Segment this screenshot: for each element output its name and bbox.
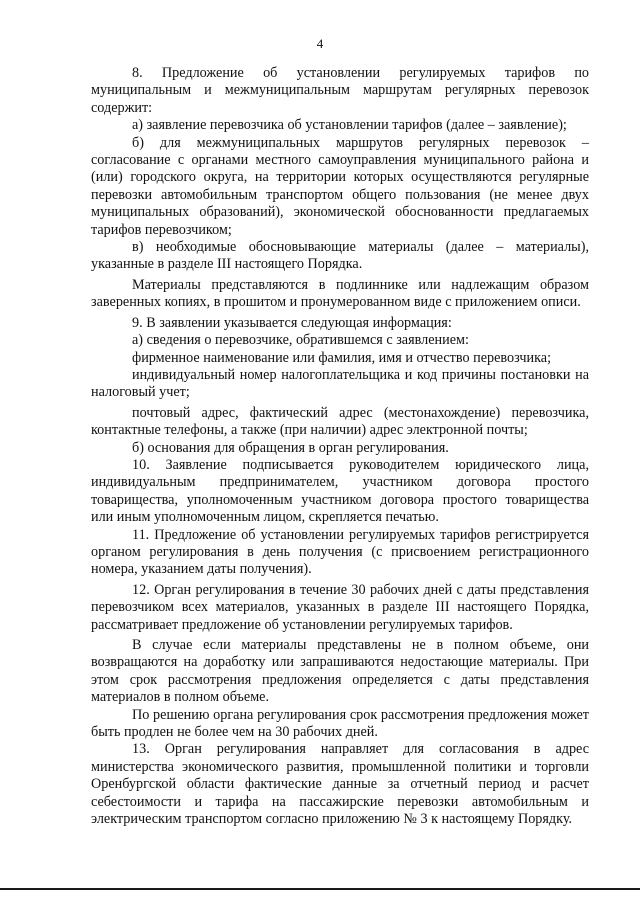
paragraph-8a: а) заявление перевозчика об установлении тарифов (далее – заявление); <box>132 117 567 134</box>
bottom-border-line <box>0 888 640 890</box>
paragraph-9: 9. В заявлении указывается следующая информация: <box>132 314 452 331</box>
paragraph-8b: б) для межмуниципальных маршрутов регулярных перевозок – согласование с органами местного самоуправления муниципального района и (или) городского округа, на территории которых осуществляются регулярные перевозки автомобильным транспортом общего пользования (не менее двух муниципальных образований), экономической обоснованности предлагаемых тарифов перевозчиком; <box>91 134 589 238</box>
paragraph-9a-address: почтовый адрес, фактический адрес (местонахождение) перевозчика, контактные телефоны, а также (при наличии) адрес электронной почты; <box>91 404 589 439</box>
paragraph-13: 13. Орган регулирования направляет для согласования в адрес министерства экономического развития, промышленной политики и торговли Оренбургской области фактические данные за отчетный период и расчет себестоимости и тарифа на пассажирские перевозки автомобильным и электрическим транспортом согласно приложению № 3 к настоящему Порядку. <box>91 741 589 828</box>
paragraph-8: 8. Предложение об установлении регулируемых тарифов по муниципальным и межмуниципальным маршрутам регулярных перевозок содержит: <box>91 65 589 116</box>
paragraph-12-extension: По решению органа регулирования срок рассмотрения предложения может быть продлен не более чем на 30 рабочих дней. <box>91 706 589 741</box>
paragraph-12: 12. Орган регулирования в течение 30 рабочих дней с даты представления перевозчиком всех материалов, указанных в разделе III настоящего Порядка, рассматривает предложение об установлении регулируемых тарифов. <box>91 581 589 633</box>
document-body <box>91 65 589 828</box>
paragraph-9b: б) основания для обращения в орган регулирования. <box>132 439 449 456</box>
paragraph-11: 11. Предложение об установлении регулируемых тарифов регистрируется органом регулирования в день получения (с присвоением регистрационного номера, указанием даты получения). <box>91 526 589 578</box>
paragraph-8v: в) необходимые обосновывающие материалы (далее – материалы), указанные в разделе III настоящего Порядка. <box>91 239 589 273</box>
paragraph-9a-inn: индивидуальный номер налогоплательщика и код причины постановки на налоговый учет; <box>91 366 589 401</box>
page-number: 4 <box>316 36 324 51</box>
paragraph-10: 10. Заявление подписывается руководителем юридического лица, индивидуальным предпринимателем, участником договора простого товарищества, уполномоченным участником договора простого товарищества или иным уполномоченным лицом, скрепляется печатью. <box>91 456 589 526</box>
paragraph-9a: а) сведения о перевозчике, обратившемся с заявлением: <box>132 332 469 349</box>
paragraph-9a-name: фирменное наименование или фамилия, имя и отчество перевозчика; <box>132 349 552 366</box>
paragraph-materials: Материалы представляются в подлиннике или надлежащим образом заверенных копиях, в прошитом и пронумерованном виде с приложением описи. <box>91 276 589 311</box>
paragraph-12-incomplete: В случае если материалы представлены не в полном объеме, они возвращаются на доработку или запрашиваются недостающие материалы. При этом срок рассмотрения предложения определяется с даты представления материалов в полном объеме. <box>91 637 589 706</box>
